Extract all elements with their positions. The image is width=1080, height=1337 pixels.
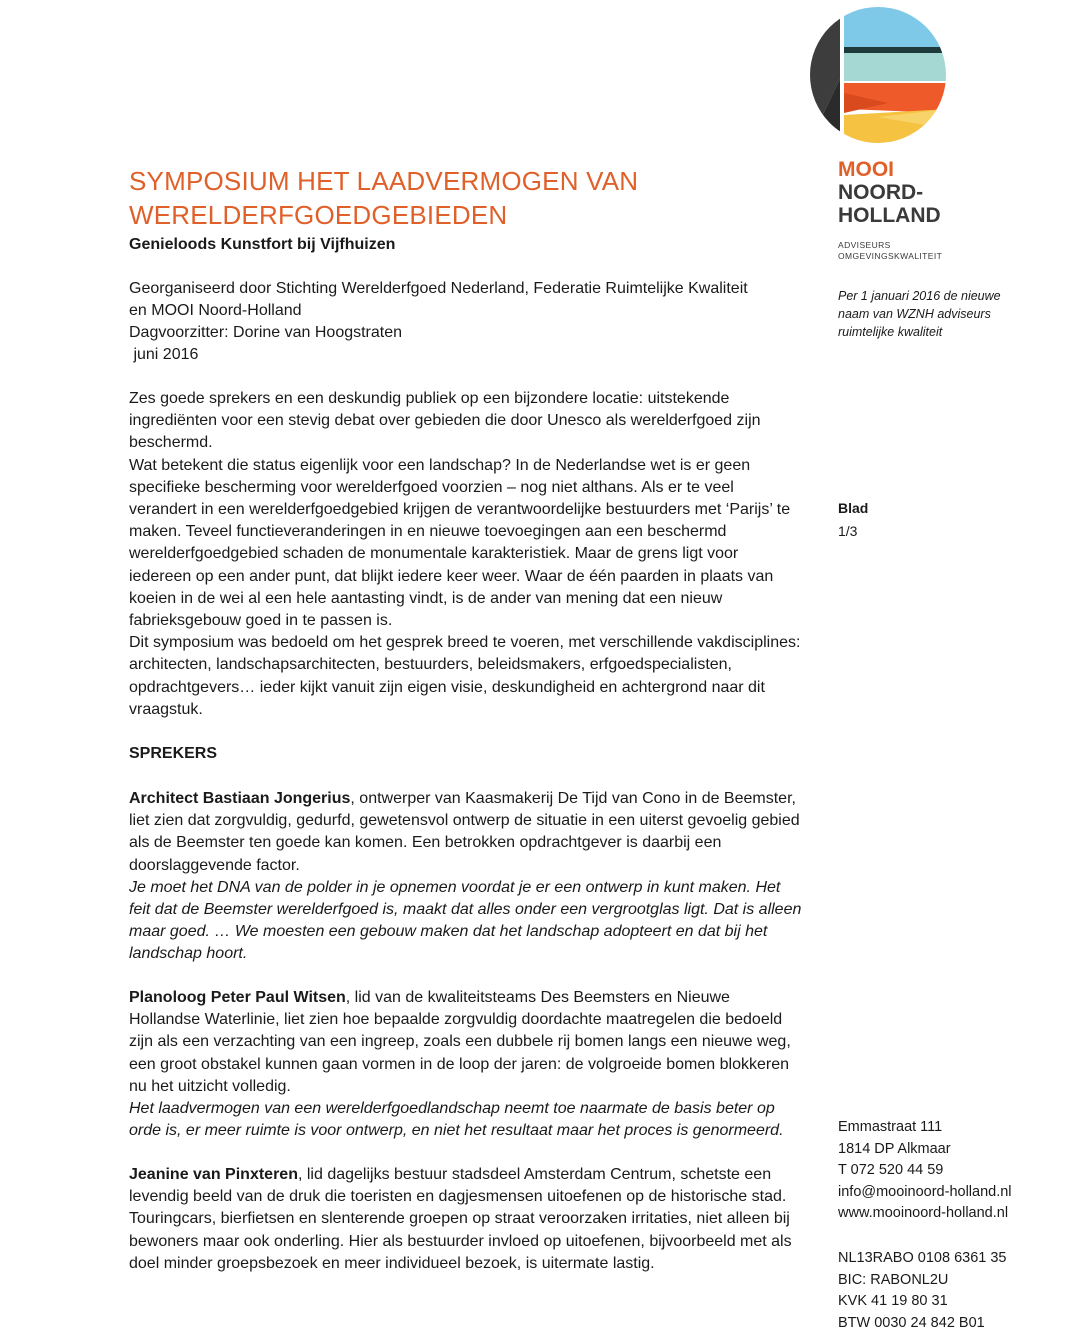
speaker-name: Jeanine van Pinxteren (129, 1166, 298, 1183)
website-link[interactable]: www.mooinoord-holland.nl (838, 1205, 1009, 1221)
bank-details (838, 1248, 1007, 1334)
phone-line: T 072 520 44 59 (838, 1162, 944, 1178)
speaker-intro (129, 1164, 804, 1275)
title-line-2: WERELDERFGOEDGEBIEDEN (129, 200, 508, 230)
speaker-description: , ontwerper van Kaasmakerij De Tijd van Cono in de Beemster, liet zien dat zorgvuldig, gedurfd, gewetensvol ontwerp de situatie in een uiterst gevoelig gebied als de Beemster ten goede kan komen. Een betrokken opdrachtgever is daarbij een doorslaggevende factor. (129, 790, 800, 874)
meta-line: juni 2016 (129, 346, 199, 363)
speaker-intro (129, 987, 804, 1098)
speaker-name: Architect Bastiaan Jongerius (129, 790, 351, 807)
sprekers-heading: SPREKERS (129, 745, 218, 762)
speaker-description: , lid dagelijks bestuur stadsdeel Amsterdam Centrum, schetste een levendig beeld van de druk die toeristen en dagjesmensen uitoefenen op de historische stad. Touringcars, bierfietsen en slenterende groepen op straat veroorzaken irritaties, niet alleen bij bewoners maar ook onderling. Hier als bestuurder invloed op uitoefenen, bijvoorbeeld met als doel minder groepsbezoek en meer individueel bezoek, is uitermate lastig. (129, 1166, 792, 1272)
speaker-quote: Je moet het DNA van de polder in je opnemen voordat je er een ontwerp in kunt maken. Het feit dat de Beemster werelderfgoed is, maakt dat alles onder een vergrootglas ligt. Dat is alleen maar goed. … We moesten een gebouw maken dat het landschap adopteert en dat bij het landschap hoort. (129, 878, 802, 963)
meta-line: en MOOI Noord-Holland (129, 302, 302, 319)
note-line: naam van WZNH adviseurs (838, 307, 991, 321)
meta-line: Dagvoorzitter: Dorine van Hoogstraten (129, 324, 403, 341)
intro-paragraph: Zes goede sprekers en een deskundig publiek op een bijzondere locatie: uitstekende ingrediënten voor een stevig debat over gebieden die door Unesco als werelderfgoed zijn beschermd. (129, 390, 761, 452)
address-line: 1814 DP Alkmaar (838, 1140, 951, 1157)
organizer-block (129, 278, 809, 366)
note-line: ruimtelijke kwaliteit (838, 325, 943, 339)
address-block (838, 1117, 1012, 1225)
page-label: Blad (838, 500, 869, 516)
meta-line: Georganiseerd door Stichting Werelderfgoed Nederland, Federatie Ruimtelijke Kwaliteit (129, 280, 748, 297)
intro-paragraph: Wat betekent die status eigenlijk voor een landschap? In de Nederlandse wet is er geen specifieke bescherming voor werelderfgoed voorzien – nog niet althans. Als er te veel verandert in een werelderfgoedgebied krijgen de verantwoordelijke bestuurders met ‘Parijs’ te maken. Teveel functieveranderingen in en nieuwe toevoegingen aan een beschermd werelderfgoedgebied schaden de monumentale karakteristiek. Maar de grens ligt voor iedereen op een ander punt, dat blijkt iedere keer weer. Waar de één paarden in plaats van koeien in de wei al een hele aantasting vindt, is de ander van mening dat een nieuw fabrieksgebouw goed in te passen is. (129, 456, 791, 630)
title-line-1: SYMPOSIUM HET LAADVERMOGEN VAN (129, 166, 639, 196)
rename-note (838, 287, 1038, 341)
speaker-name: Planoloog Peter Paul Witsen (129, 989, 346, 1006)
speaker-block (129, 987, 804, 1142)
brand-line: HOLLAND (838, 204, 941, 227)
document-title (129, 164, 809, 232)
intro-paragraph: Dit symposium was bedoeld om het gesprek breed te voeren, met verschillende vakdisciplines: architecten, landschapsarchitecten, bestuurders, beleidsmakers, erfgoedspecialisten, opdrachtgevers… ieder kijkt vanuit zijn eigen visie, deskundigheid en achtergrond naar dit vraagstuk. (129, 634, 801, 718)
mooi-logo-icon (808, 5, 948, 145)
brand-wordmark (838, 158, 941, 227)
brand-tagline (838, 240, 942, 262)
bank-line: BIC: RABONL2U (838, 1271, 949, 1288)
intro-text (129, 388, 804, 721)
brand-line: MOOI (838, 158, 894, 181)
email-link[interactable]: info@mooinoord-holland.nl (838, 1183, 1012, 1200)
page-number: 1/3 (838, 523, 858, 539)
document-subtitle: Genieloods Kunstfort bij Vijfhuizen (129, 236, 396, 253)
speaker-block (129, 788, 804, 966)
address-line: Emmastraat 111 (838, 1119, 943, 1135)
speaker-quote: Het laadvermogen van een werelderfgoedlandschap neemt toe naarmate de basis beter op orde is, er meer ruimte is voor ontwerp, en niet het resultaat maar het proces is genormeerd. (129, 1100, 784, 1140)
bank-line: NL13RABO 0108 6361 35 (838, 1250, 1007, 1266)
speaker-description: , lid van de kwaliteitsteams Des Beemsters en Nieuwe Hollandse Waterlinie, liet zien hoe bepaalde zorgvuldig doordachte maatregelen die bedoeld zijn als een verzachting van een ingreep, zoals een dubbele rij bomen langs een nieuwe weg, een groot obstakel kunnen gaan vormen in de loop der jaren: de volgroeide bomen blokkeren nu het uitzicht volledig. (129, 989, 791, 1095)
bank-line: BTW 0030 24 842 B01 (838, 1314, 985, 1331)
brand-tagline-line: OMGEVINGSKWALITEIT (838, 251, 943, 261)
speaker-block (129, 1164, 804, 1275)
brand-tagline-line: ADVISEURS (838, 240, 891, 250)
bank-line: KVK 41 19 80 31 (838, 1293, 948, 1309)
brand-line: NOORD- (838, 181, 924, 204)
note-line: Per 1 januari 2016 de nieuwe (838, 289, 1001, 303)
speaker-intro (129, 788, 804, 877)
